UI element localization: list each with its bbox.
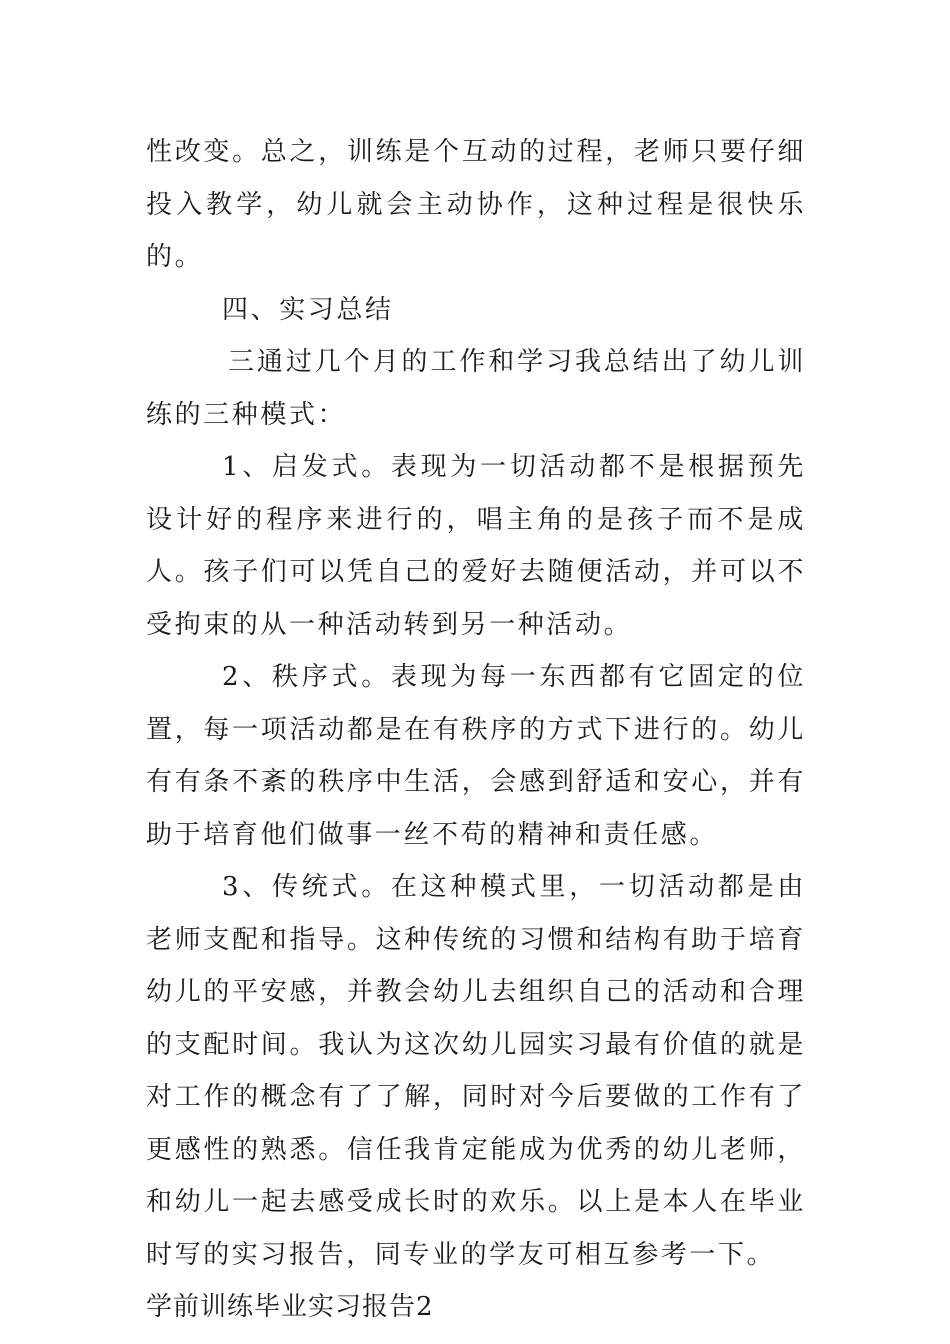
paragraph-mode-3: 3、传统式。在这种模式里，一切活动都是由老师支配和指导。这种传统的习惯和结构有助于培育幼儿的平安感，并教会幼儿去组织自己的活动和合理的支配时间。我认为这次幼儿园实习最有价值的就是对工作的概念有了了解，同时对今后要做的工作有了更感性的熟悉。信任我肯定能成为优秀的幼儿老师，和幼儿一起去感受成长时的欢乐。以上是本人在毕业时写的实习报告，同专业的学友可相互参考一下。: [146, 872, 806, 1270]
section-heading: 四、实习总结: [222, 294, 394, 325]
paragraph-mode-2: 2、秩序式。表现为每一东西都有它固定的位置，每一项活动都是在有秩序的方式下进行的。幼儿有有条不紊的秩序中生活，会感到舒适和安心，并有助于培育他们做事一丝不苟的精神和责任感。: [146, 662, 806, 850]
paragraph-continuation: 性改变。总之，训练是个互动的过程，老师只要仔细投入教学，幼儿就会主动协作，这种过程是很快乐的。: [146, 137, 806, 272]
paragraph-summary-intro: 三通过几个月的工作和学习我总结出了幼儿训练的三种模式：: [146, 347, 806, 430]
document-page: [146, 126, 806, 1334]
paragraph-mode-1: 1、启发式。表现为一切活动都不是根据预先设计好的程序来进行的，唱主角的是孩子而不是成人。孩子们可以凭自己的爱好去随便活动，并可以不受拘束的从一种活动转到另一种活动。: [146, 452, 806, 640]
next-report-title: 学前训练毕业实习报告2: [146, 1292, 434, 1322]
